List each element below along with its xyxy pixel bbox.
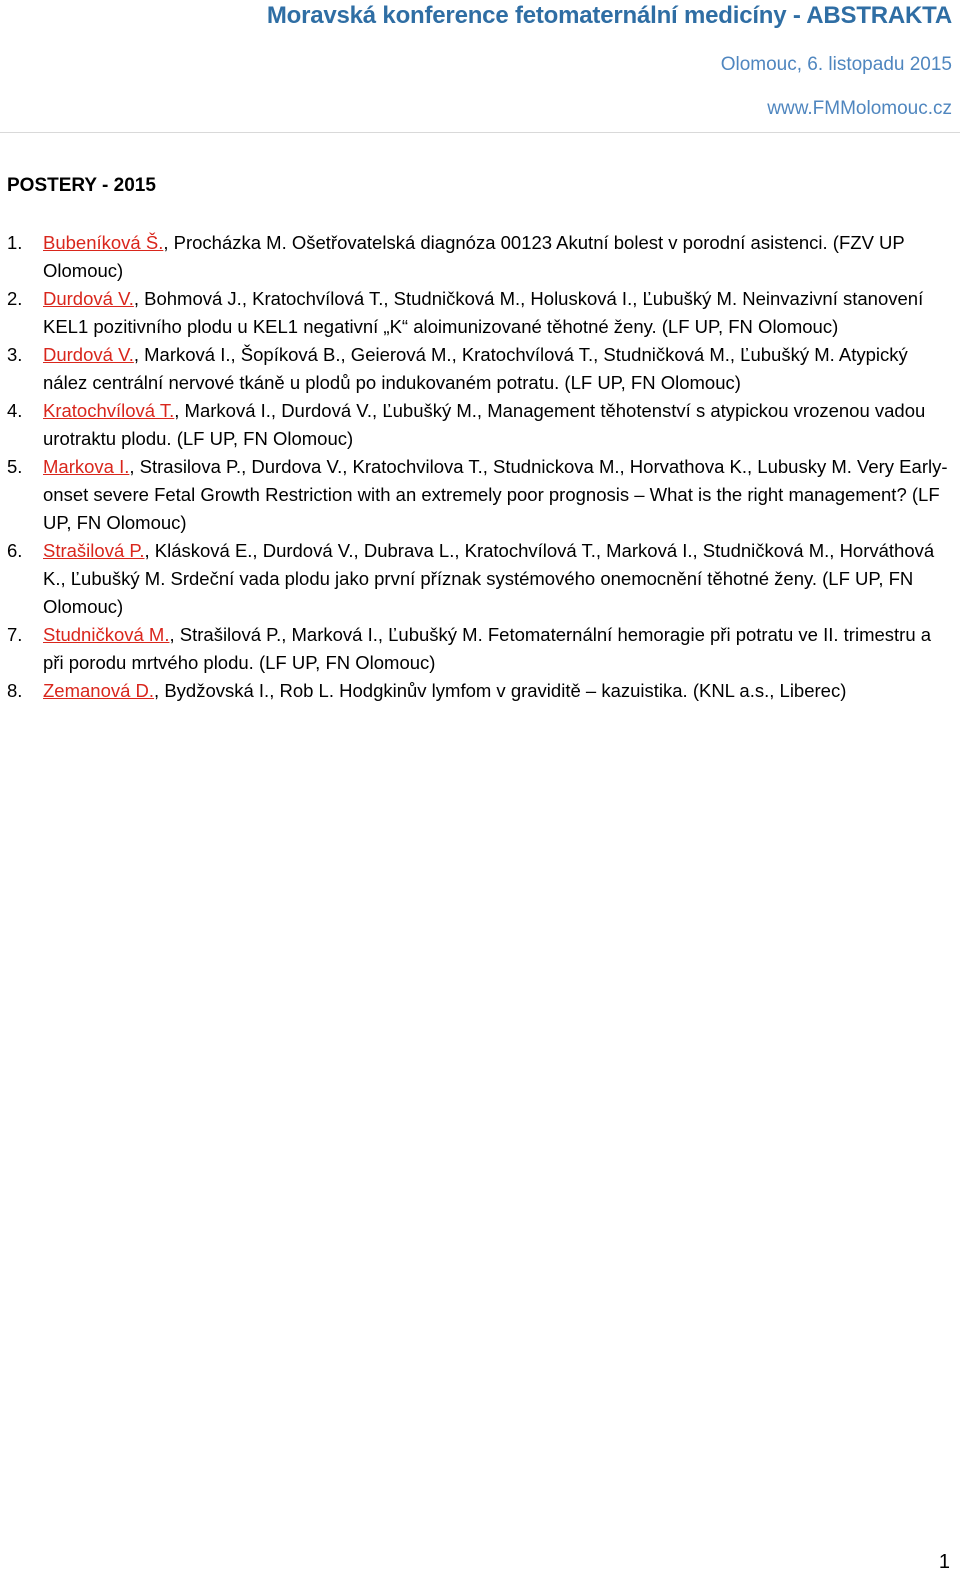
first-author-link[interactable]: Zemanová D. xyxy=(43,680,155,701)
poster-text: , Procházka M. Ošetřovatelská diagnóza 00123 Akutní bolest v porodní asistenci. (FZV UP Olomouc) xyxy=(43,232,905,281)
poster-list xyxy=(7,229,952,705)
poster-number: 4. xyxy=(7,400,23,421)
page-header xyxy=(0,0,960,133)
poster-item-1 xyxy=(7,229,952,285)
poster-item-3 xyxy=(7,341,952,397)
poster-item-2 xyxy=(7,285,952,341)
first-author-link[interactable]: Durdová V. xyxy=(43,288,134,309)
first-author-link[interactable]: Durdová V. xyxy=(43,344,134,365)
poster-number: 2. xyxy=(7,288,23,309)
poster-number: 6. xyxy=(7,540,23,561)
poster-number: 1. xyxy=(7,232,23,253)
poster-number: 5. xyxy=(7,456,23,477)
poster-item-5 xyxy=(7,453,952,537)
poster-number: 7. xyxy=(7,624,23,645)
poster-item-8 xyxy=(7,677,952,705)
poster-text: , Marková I., Durdová V., Ľubušký M., Management těhotenství s atypickou vrozenou vadou urotraktu plodu. (LF UP, FN Olomouc) xyxy=(43,400,926,449)
first-author-link[interactable]: Studničková M. xyxy=(43,624,170,645)
first-author-link[interactable]: Strašilová P. xyxy=(43,540,145,561)
conference-title: Moravská konference fetomaternální medicíny - ABSTRAKTA xyxy=(266,2,952,29)
conference-place-date: Olomouc, 6. listopadu 2015 xyxy=(720,54,952,75)
poster-text: , Strasilova P., Durdova V., Kratochvilova T., Studnickova M., Horvathova K., Lubusky M. Very Early-onset severe Fetal Growth Restriction with an extremely poor prognosis – What is the right management? (LF UP, FN Olomouc) xyxy=(43,456,948,533)
poster-text: , Bohmová J., Kratochvílová T., Studničková M., Holusková I., Ľubušký M. Neinvazivní stanovení KEL1 pozitivního plodu u KEL1 negativní „K“ aloimunizované těhotné ženy. (LF UP, FN Olomouc) xyxy=(43,288,924,337)
poster-item-7 xyxy=(7,621,952,677)
first-author-link[interactable]: Bubeníková Š. xyxy=(43,232,164,253)
conference-website: www.FMMolomouc.cz xyxy=(767,98,952,119)
poster-number: 3. xyxy=(7,344,23,365)
section-title: POSTERY - 2015 xyxy=(7,175,156,196)
poster-text: , Strašilová P., Marková I., Ľubušký M. Fetomaternální hemoragie při potratu ve II. trimestru a při porodu mrtvého plodu. (LF UP, FN Olomouc) xyxy=(43,624,932,673)
poster-text: , Klásková E., Durdová V., Dubrava L., Kratochvílová T., Marková I., Studničková M., Horváthová K., Ľubušký M. Srdeční vada plodu jako první příznak systémového onemocnění těhotné ženy. (LF UP, FN Olomouc) xyxy=(43,540,935,617)
first-author-link[interactable]: Kratochvílová T. xyxy=(43,400,175,421)
page-number: 1 xyxy=(938,1551,950,1573)
poster-text: , Marková I., Šopíková B., Geierová M., Kratochvílová T., Studničková M., Ľubušký M. Atypický nález centrální nervové tkáně u plodů po indukovaném potratu. (LF UP, FN Olomouc) xyxy=(43,344,908,393)
poster-number: 8. xyxy=(7,680,23,701)
poster-text: , Bydžovská I., Rob L. Hodgkinův lymfom v graviditě – kazuistika. (KNL a.s., Liberec) xyxy=(154,680,847,701)
poster-item-6 xyxy=(7,537,952,621)
first-author-link[interactable]: Markova I. xyxy=(43,456,130,477)
poster-item-4 xyxy=(7,397,952,453)
